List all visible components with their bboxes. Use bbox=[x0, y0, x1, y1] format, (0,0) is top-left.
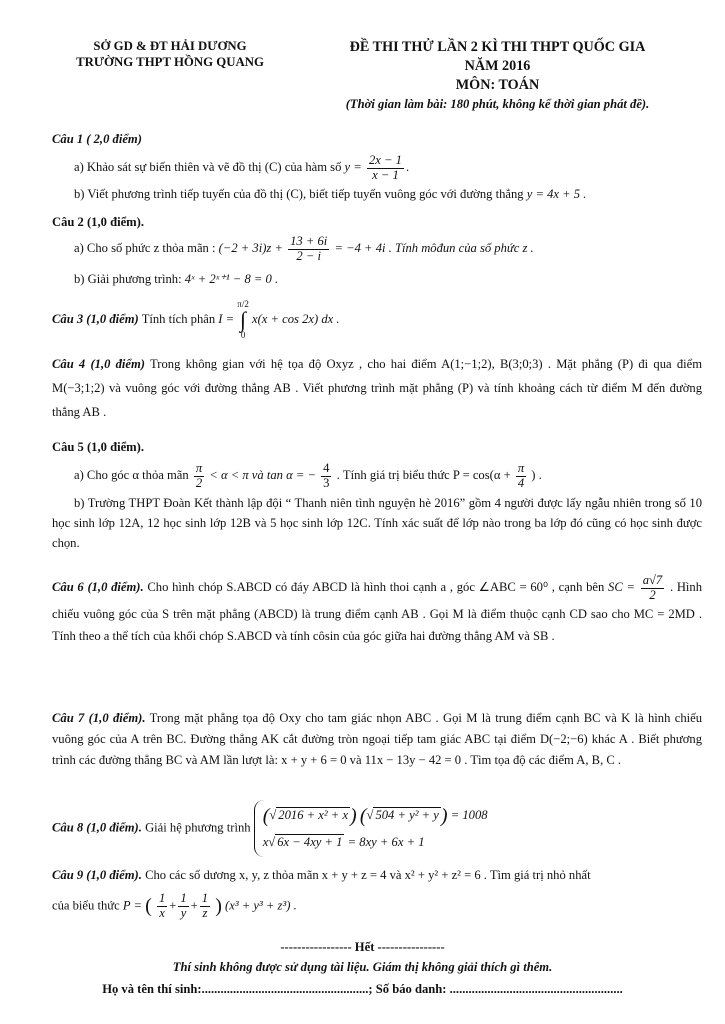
fraction-denominator: z bbox=[202, 906, 208, 921]
question-6-title: Câu 6 (1,0 điểm). bbox=[52, 580, 144, 595]
question-1b-equation: y = 4x + 5 . bbox=[526, 186, 587, 201]
question-1b bbox=[52, 185, 702, 203]
question-1a: a) Khảo sát sự biến thiên và vẽ đồ thị (C) của hàm số y = $\frac{2x - 1}{x - 1}$ . bbox=[74, 153, 410, 183]
question-7-title: Câu 7 (1,0 điểm). bbox=[52, 711, 146, 725]
question-8-text: Giải hệ phương trình bbox=[145, 820, 251, 835]
question-9-line-2: của biểu thức P = ( $\frac{1}{x}$ + $\frac{1}{y}$ + $\frac{1}{z}$ ) (x³ + y³ + z³) . bbox=[52, 891, 297, 921]
fraction-numerator: 1 bbox=[201, 891, 209, 906]
candidate-id-field: Số báo danh: ....................................................... bbox=[375, 982, 623, 996]
integral-lower-bound: 0 bbox=[240, 330, 246, 340]
question-2b-equation: 4ˣ + 2ˣ⁺¹ − 8 = 0 . bbox=[184, 271, 279, 286]
question-3-lhs: I = bbox=[218, 311, 235, 326]
question-9-fraction-3 bbox=[200, 892, 210, 921]
fraction-denominator: 2 bbox=[649, 587, 656, 602]
question-5b: b) Trường THPT Đoàn Kết thành lập đội “ Thanh niên tình nguyện hè 2016” gồm 4 người được lấy ngẫu nhiên trong số 10 học sinh lớp 12A, 12 học sinh lớp 12B và 5 học sinh lớp 12C. Tính xác suất để lớp nào trong ba lớp đó cũng có học sinh được chọn. bbox=[52, 495, 702, 550]
fraction-denominator: 4 bbox=[517, 476, 525, 491]
question-2-title: Câu 2 (1,0 điểm). bbox=[52, 215, 144, 229]
question-3-title: Câu 3 (1,0 điểm) bbox=[52, 311, 139, 326]
fraction-numerator: 4 bbox=[323, 461, 330, 476]
question-2a-eq-end: = −4 + 4i . Tính môđun của số phức z . bbox=[334, 241, 534, 256]
question-9-line-1 bbox=[52, 866, 702, 884]
question-1a-fraction bbox=[367, 154, 404, 183]
question-4-title: Câu 4 (1,0 điểm) bbox=[52, 357, 146, 371]
equation-2-root: 6x − 4xy + 1 bbox=[277, 835, 343, 850]
question-7 bbox=[52, 708, 702, 771]
fraction-denominator: 3 bbox=[323, 476, 330, 491]
question-2b bbox=[52, 270, 702, 288]
fraction-numerator: a√7 bbox=[642, 573, 663, 587]
school-name: TRƯỜNG THPT HỒNG QUANG bbox=[76, 55, 264, 69]
exam-year: NĂM 2016 bbox=[464, 58, 531, 74]
exam-time-note: (Thời gian làm bài: 180 phút, không kể thời gian phát đề). bbox=[345, 97, 650, 111]
integral-sign bbox=[237, 300, 249, 340]
fraction-numerator: π bbox=[517, 461, 525, 476]
question-1 bbox=[52, 130, 702, 203]
question-6-text-2: . Hình chiếu vuông góc của S trên mặt phẳng (ABCD) là trung điểm cạnh AB . Gọi M là điểm thuộc cạnh CD sao cho MC = 2MD . Tính theo a thể tích của khối chóp S.ABCD và tính côsin của góc giữa hai đường thẳng AM và SB . bbox=[52, 580, 703, 643]
question-5a bbox=[52, 462, 702, 491]
equation-1-rhs: = 1008 bbox=[450, 808, 488, 822]
question-5-title: Câu 5 (1,0 điểm). bbox=[52, 440, 144, 454]
question-3 bbox=[52, 300, 702, 340]
question-5a-fraction-2 bbox=[321, 462, 331, 491]
question-1a-text: a) Khảo sát sự biến thiên và vẽ đồ thị (C) của hàm số bbox=[74, 160, 342, 175]
question-6 bbox=[52, 574, 702, 647]
integral-symbol: ∫ bbox=[240, 307, 247, 332]
fraction-denominator: x − 1 bbox=[372, 168, 399, 183]
question-5a-text: a) Cho góc α thỏa mãn bbox=[74, 468, 189, 483]
question-9-lhs: P = bbox=[122, 898, 142, 913]
fraction-numerator: 13 + 6i bbox=[290, 234, 328, 249]
question-9-fraction-1 bbox=[157, 892, 167, 921]
candidate-info bbox=[0, 980, 725, 998]
question-9-text-1: Cho các số dương x, y, z thỏa mãn x + y + z = 4 và x² + y² + z² = 6 . Tìm giá trị nhỏ nhất bbox=[145, 868, 591, 882]
equation-2-rhs: = 8xy + 6x + 1 bbox=[347, 835, 425, 850]
question-2b-text: b) Giải phương trình: bbox=[74, 271, 182, 286]
question-2a-text: a) Cho số phức z thỏa mãn : bbox=[74, 241, 216, 256]
fraction-numerator: 1 bbox=[180, 891, 187, 906]
equation-system bbox=[254, 800, 488, 857]
fraction-numerator: 2x − 1 bbox=[368, 153, 402, 168]
question-2 bbox=[52, 213, 702, 288]
equation-1: (√ 2016 + x² + x ) (√ 504 + y² + y ) = 1008 bbox=[262, 805, 488, 828]
question-8-title: Câu 8 (1,0 điểm). bbox=[52, 820, 142, 835]
end-marker: ----------------- Hết ---------------- bbox=[280, 940, 445, 954]
fraction-denominator: y bbox=[180, 906, 187, 921]
equation-1-root-2: 504 + y² + y bbox=[375, 808, 439, 822]
question-5a-expression: . Tính giá trị biểu thức P = cos(α + bbox=[336, 468, 511, 483]
question-9 bbox=[52, 866, 702, 921]
question-5a-fraction-1 bbox=[194, 462, 204, 491]
equation-2: x√ 6x − 4xy + 1 = 8xy + 6x + 1 bbox=[262, 835, 425, 850]
question-7-text: Trong mặt phẳng tọa độ Oxy cho tam giác nhọn ABC . Gọi M là trung điểm cạnh BC và K là hình chiếu vuông góc của A trên BC. Đường thẳng AK cắt đường tròn ngoại tiếp tam giác ABC tại điểm D(−2;−6) khác A . Biết phương trình các đường thẳng BC và AM lần lượt là: x + y + 6 = 0 và 11x − 13y − 42 = 0 . Tìm tọa độ các điểm A, B, C . bbox=[52, 711, 703, 767]
question-2a-fraction bbox=[288, 235, 329, 264]
question-2a bbox=[52, 235, 702, 264]
question-4 bbox=[52, 352, 702, 424]
question-1b-text: b) Viết phương trình tiếp tuyến của đồ thị (C), biết tiếp tuyến vuông góc với đường thẳng bbox=[74, 186, 524, 201]
question-4-text: Trong không gian với hệ tọa độ Oxyz , cho hai điểm A(1;−1;2), B(3;0;3) . Mặt phẳng (P) đi qua điểm M(−3;1;2) và vuông góc với đường thẳng AB . Viết phương trình mặt phẳng (P) và tính khoảng cách từ điểm M đến đường thẳng AB . bbox=[52, 357, 703, 419]
question-9-fraction-2 bbox=[178, 892, 188, 921]
exam-title: ĐỀ THI THỬ LẦN 2 KÌ THI THPT QUỐC GIA bbox=[349, 39, 646, 55]
exam-header bbox=[300, 38, 695, 114]
question-8 bbox=[52, 800, 702, 857]
question-6-sc-fraction bbox=[641, 574, 665, 603]
question-9-rhs: (x³ + y³ + z³) . bbox=[225, 898, 297, 913]
integral-upper-bound: π/2 bbox=[237, 299, 249, 309]
question-9-title: Câu 9 (1,0 điểm). bbox=[52, 868, 142, 882]
equation-2-factor: x bbox=[262, 835, 269, 850]
equation-1-root-1: 2016 + x² + x bbox=[278, 808, 349, 822]
fraction-denominator: x bbox=[159, 906, 165, 921]
fraction-denominator: 2 − i bbox=[296, 249, 322, 264]
candidate-name-field: Họ và tên thí sinh:.....................................................; bbox=[102, 982, 373, 996]
question-5 bbox=[52, 438, 702, 553]
question-6-text-1: Cho hình chóp S.ABCD có đáy ABCD là hình thoi cạnh a , góc ∠ABC = 60⁰ , cạnh bên bbox=[147, 580, 605, 595]
exam-subject: MÔN: TOÁN bbox=[455, 77, 540, 93]
question-5a-condition: < α < π và tan α = − bbox=[209, 468, 316, 483]
fraction-numerator: 1 bbox=[158, 891, 166, 906]
department-name: SỞ GD & ĐT HẢI DƯƠNG bbox=[93, 39, 247, 53]
question-6-sc-lhs: SC = bbox=[608, 580, 635, 595]
question-2a-eq-start: (−2 + 3i)z + bbox=[218, 241, 283, 256]
footer-note: Thí sinh không được sử dụng tài liệu. Giám thị không giải thích gì thêm. bbox=[172, 960, 553, 974]
question-9-text-2: của biểu thức bbox=[52, 898, 120, 913]
question-3-integrand: x(x + cos 2x) dx . bbox=[252, 311, 340, 326]
question-1a-lhs: y = bbox=[344, 160, 362, 175]
question-1-title: Câu 1 ( 2,0 điểm) bbox=[52, 132, 142, 146]
fraction-denominator: 2 bbox=[195, 476, 203, 491]
fraction-numerator: π bbox=[195, 461, 203, 476]
question-5a-end: ) . bbox=[531, 468, 542, 483]
question-5a-fraction-3 bbox=[516, 462, 526, 491]
question-3-text: Tính tích phân bbox=[141, 311, 216, 326]
school-header bbox=[40, 38, 300, 70]
